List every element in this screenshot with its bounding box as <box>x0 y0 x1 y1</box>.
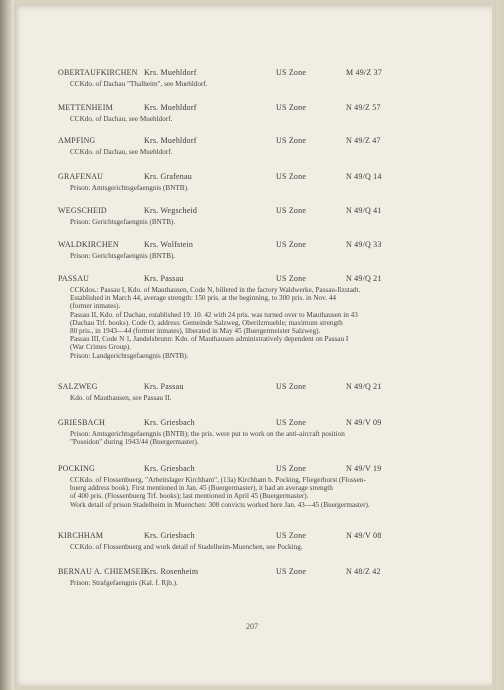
grid-reference: N 49/V 08 <box>346 531 382 540</box>
entry-detail: Kdo. of Mauthausen, see Passau II. <box>70 394 172 402</box>
entry-detail: CCKdo. of Flossenbuerg, "Arbeitslager Kirchham", (13a) Kirchham b. Pocking, Fliegerhorst (Flossen- buerg address book). First mentioned in Jan. 45 (Buergermaster), it had an average strength of 400 pris. (Flossenbuerg Trf. books); last mentioned in April 45 (Buergermaster). Work detail of prison Stadelheim in Muenchen: 300 convicts worked here Jan. 43—45 (Buergermaster). <box>70 476 370 509</box>
place-name: BERNAU A. CHIEMSEE <box>58 567 146 576</box>
grid-reference: M 49/Z 37 <box>346 68 383 77</box>
entry-heading <box>58 382 468 394</box>
zone: US Zone <box>276 531 307 540</box>
place-name: WALDKIRCHEN <box>58 240 119 249</box>
book-spine <box>0 0 14 690</box>
place-name: SALZWEG <box>58 382 98 391</box>
page-edges <box>492 0 504 690</box>
entry <box>58 464 468 509</box>
district: Krs. Griesbach <box>144 531 195 540</box>
district: Krs. Wegscheid <box>144 206 198 215</box>
place-name: GRIESBACH <box>58 418 106 427</box>
entry <box>58 531 468 551</box>
district: Krs. Rosenheim <box>144 567 199 576</box>
entry-detail: CCKdo. of Dachau "Thalheim", see Muehldorf. <box>70 80 208 88</box>
entry-detail: CCKdos.: Passau I, Kdo. of Mauthausen, Code N, billeted in the factory Waldwerke, Passau-Ilzstadt. Established in March 44, average strength: 150 pris. at the beginning, to 300 pris. in Nov. 44 (former inmates). Passau II, Kdo. of Dachau, established 19. 10. 42 with 24 pris. was turned over to Mauthausen in 43 (Dachau Trf. books). Code O, address: Gemeinde Salzweg, Oberilzmuehle; maximum strength 80 pris., in 1943—44 (former inmates), liberated in May 45 (Buergermeister Salzweg). Passau III, Code N 1, Jandelsbrunn: Kdo. of Mauthausen administratively dependent on Passau I (War Crimes Group). Prison: Landgerichtsgefaengnis (BNTB). <box>70 286 361 360</box>
grid-reference: N 49/Q 14 <box>346 172 382 181</box>
entry <box>58 567 468 587</box>
entry <box>58 172 468 192</box>
district: Krs. Passau <box>144 274 184 283</box>
place-name: AMPFING <box>58 136 96 145</box>
entry <box>58 274 468 360</box>
grid-reference: N 49/Q 41 <box>346 206 382 215</box>
zone: US Zone <box>276 206 307 215</box>
entry-detail: Prison: Amtsgerichtsgefaengnis (BNTB); the pris. were put to work on the anti-aircraft position "Poseidon" during 1943/44 (Buergermaster). <box>70 430 345 447</box>
entry-heading <box>58 567 468 579</box>
entry <box>58 240 468 260</box>
zone: US Zone <box>276 418 307 427</box>
district: Krs. Muehldorf <box>144 136 197 145</box>
grid-reference: N 49/V 19 <box>346 464 382 473</box>
entry <box>58 68 468 88</box>
entry-detail: Prison: Strafgefaengnis (Kal. f. Rjb.). <box>70 579 178 587</box>
entry-heading <box>58 136 468 148</box>
entry-heading <box>58 531 468 543</box>
district: Krs. Passau <box>144 382 184 391</box>
page-number: 207 <box>246 622 258 631</box>
place-name: OBERTAUFKIRCHEN <box>58 68 138 77</box>
entry-detail: Prison: Amtsgerichtsgefaengnis (BNTB). <box>70 184 189 192</box>
entry <box>58 382 468 402</box>
entry-heading <box>58 68 468 80</box>
entry-detail: CCKdo. of Flossenbuerg and work detail of Stadelheim-Muenchen, see Pocking. <box>70 543 303 551</box>
entry-heading <box>58 172 468 184</box>
entry <box>58 418 468 446</box>
entry-heading <box>58 464 468 476</box>
district: Krs. Wolfstein <box>144 240 194 249</box>
district: Krs. Grafenau <box>144 172 192 181</box>
entry-list <box>14 6 492 686</box>
place-name: GRAFENAU <box>58 172 104 181</box>
entry-detail: Prison: Gerichtsgefaengnis (BNTB). <box>70 218 176 226</box>
zone: US Zone <box>276 240 307 249</box>
zone: US Zone <box>276 382 307 391</box>
place-name: WEGSCHEID <box>58 206 107 215</box>
district: Krs. Griesbach <box>144 464 195 473</box>
entry-detail: CCKdo. of Dachau, see Muehldorf. <box>70 115 173 123</box>
zone: US Zone <box>276 136 307 145</box>
zone: US Zone <box>276 567 307 576</box>
district: Krs. Muehldorf <box>144 68 197 77</box>
grid-reference: N 49/V 09 <box>346 418 382 427</box>
grid-reference: N 49/Z 57 <box>346 103 381 112</box>
zone: US Zone <box>276 103 307 112</box>
entry <box>58 103 468 123</box>
entry-detail: Prison: Gerichtsgefaengnis (BNTB). <box>70 252 176 260</box>
grid-reference: N 49/Q 33 <box>346 240 382 249</box>
grid-reference: N 49/Q 21 <box>346 274 382 283</box>
zone: US Zone <box>276 172 307 181</box>
entry <box>58 136 468 156</box>
entry-heading <box>58 418 468 430</box>
grid-reference: N 49/Q 21 <box>346 382 382 391</box>
place-name: POCKING <box>58 464 95 473</box>
entry <box>58 206 468 226</box>
zone: US Zone <box>276 68 307 77</box>
entry-heading <box>58 240 468 252</box>
document-page <box>14 6 492 686</box>
entry-detail: CCKdo. of Dachau, see Muehldorf. <box>70 148 173 156</box>
entry-heading <box>58 274 468 286</box>
zone: US Zone <box>276 464 307 473</box>
entry-heading <box>58 103 468 115</box>
zone: US Zone <box>276 274 307 283</box>
place-name: KIRCHHAM <box>58 531 104 540</box>
place-name: PASSAU <box>58 274 90 283</box>
district: Krs. Muehldorf <box>144 103 197 112</box>
grid-reference: N 48/Z 42 <box>346 567 381 576</box>
entry-heading <box>58 206 468 218</box>
grid-reference: N 49/Z 47 <box>346 136 381 145</box>
place-name: METTENHEIM <box>58 103 113 112</box>
district: Krs. Griesbach <box>144 418 195 427</box>
